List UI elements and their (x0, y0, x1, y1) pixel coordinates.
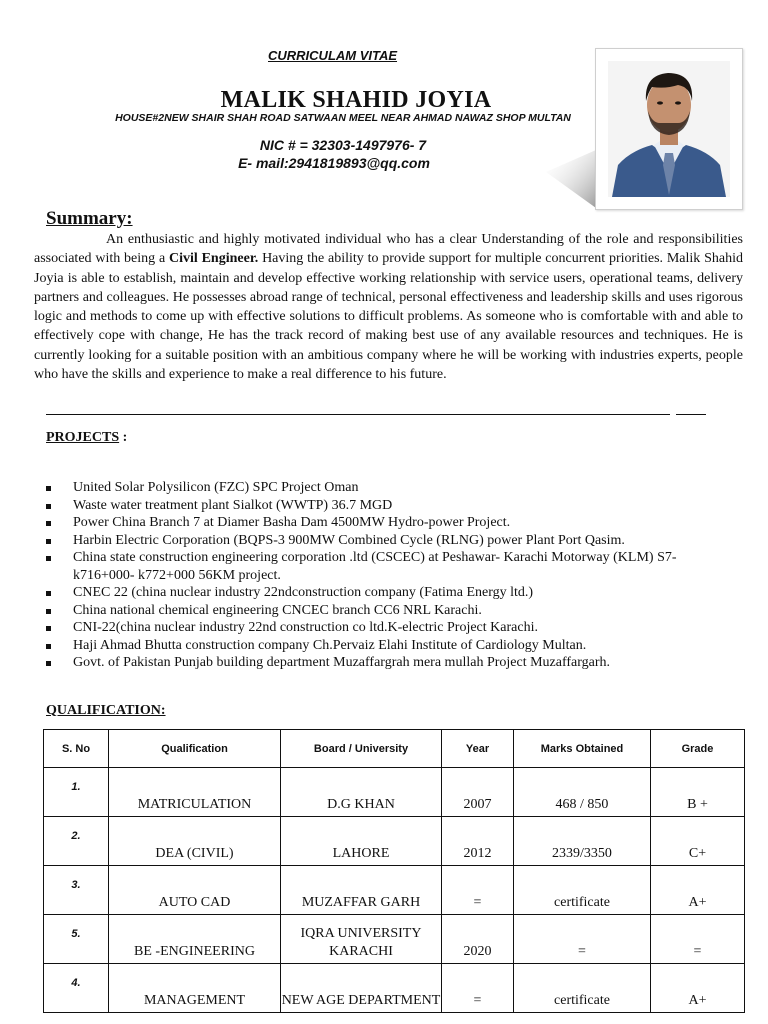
document-title: CURRICULAM VITAE (268, 48, 398, 63)
profile-photo-frame (595, 48, 743, 210)
column-header: Grade (651, 730, 745, 768)
column-header: Qualification (109, 730, 281, 768)
project-item: Govt. of Pakistan Punjab building department Muzaffargrah mera mullah Project Muzaffargarh. (46, 654, 726, 672)
table-cell: 2012 (442, 817, 514, 866)
table-row (44, 915, 745, 964)
table-cell: NEW AGE DEPARTMENT (281, 964, 442, 1013)
profile-photo (608, 61, 730, 197)
project-item: United Solar Polysilicon (FZC) SPC Project Oman (46, 479, 726, 497)
table-cell: B + (651, 768, 745, 817)
summary-heading: Summary: (46, 208, 133, 229)
table-cell: 2339/3350 (514, 817, 651, 866)
project-item: China state construction engineering corporation .ltd (CSCEC) at Peshawar- Karachi Motorway (KLM) S7-k716+000- k772+000 56KM project. (46, 549, 726, 584)
table-cell: = (442, 964, 514, 1013)
project-item: CNI-22(china nuclear industry 22nd construction co ltd.K-electric Project Karachi. (46, 619, 726, 637)
table-cell: 2007 (442, 768, 514, 817)
table-row (44, 768, 745, 817)
projects-heading: PROJECTS : (46, 430, 128, 445)
column-header: S. No (44, 730, 109, 768)
project-item: Waste water treatment plant Sialkot (WWTP) 36.7 MGD (46, 497, 726, 515)
project-item: Harbin Electric Corporation (BQPS-3 900MW Combined Cycle (RLNG) power Plant Port Qasim. (46, 532, 726, 550)
summary-role: Civil Engineer. (169, 251, 259, 267)
table-cell: 3. (44, 866, 109, 915)
summary-text-rest: Having the ability to provide support for multiple concurrent priorities. Malik Shahid Joyia is able to establish, maintain and develop effective working relationship with service users, operational teams, delivery partners and colleagues. He possesses abroad range of technical, personal effectiveness and leadership skills and uses rigorous logic and methods to come up with effective solutions to difficult problems. As someone who is comfortable with and able to effectively cope with change, He has the track record of making best use of any available resources and techniques. He is currently looking for a suitable position with an ambitious company where he will be working with industries experts, people who have the skills and experience to make a real difference to his future. (34, 251, 743, 383)
column-header: Year (442, 730, 514, 768)
project-item: China national chemical engineering CNCEC branch CC6 NRL Karachi. (46, 602, 726, 620)
divider-line-end (676, 414, 706, 415)
photo-shadow (546, 150, 596, 208)
projects-list (46, 479, 726, 672)
table-cell: 2. (44, 817, 109, 866)
table-cell: MUZAFFAR GARH (281, 866, 442, 915)
table-row (44, 817, 745, 866)
table-cell: IQRA UNIVERSITY KARACHI (281, 915, 442, 964)
table-cell: 468 / 850 (514, 768, 651, 817)
project-item: Power China Branch 7 at Diamer Basha Dam 4500MW Hydro-power Project. (46, 514, 726, 532)
candidate-email: E- mail:2941819893@qq.com (238, 155, 430, 171)
table-header-row (44, 730, 745, 768)
column-header: Marks Obtained (514, 730, 651, 768)
summary-text-start: An enthusiastic and highly motivated individual who has a clear Understanding of the role and responsibilities associated with being a (34, 232, 743, 267)
table-cell: 5. (44, 915, 109, 964)
table-cell: MATRICULATION (109, 768, 281, 817)
divider-line (46, 414, 670, 415)
table-cell: 4. (44, 964, 109, 1013)
table-row (44, 964, 745, 1013)
candidate-name: MALIK SHAHID JOYIA (220, 87, 492, 113)
table-cell: 2020 (442, 915, 514, 964)
table-cell: C+ (651, 817, 745, 866)
table-cell: AUTO CAD (109, 866, 281, 915)
summary-paragraph (34, 230, 743, 384)
table-cell: MANAGEMENT (109, 964, 281, 1013)
table-row (44, 866, 745, 915)
candidate-nic: NIC # = 32303-1497976- 7 (259, 137, 427, 153)
project-item: Haji Ahmad Bhutta construction company Ch.Pervaiz Elahi Institute of Cardiology Multan. (46, 637, 726, 655)
table-cell: DEA (CIVIL) (109, 817, 281, 866)
table-cell: D.G KHAN (281, 768, 442, 817)
qualification-heading: QUALIFICATION: (46, 703, 166, 718)
table-cell: = (514, 915, 651, 964)
table-cell: BE -ENGINEERING (109, 915, 281, 964)
table-cell: = (651, 915, 745, 964)
table-cell: certificate (514, 964, 651, 1013)
table-cell: = (442, 866, 514, 915)
column-header: Board / University (281, 730, 442, 768)
table-cell: A+ (651, 866, 745, 915)
project-item: CNEC 22 (china nuclear industry 22ndconstruction company (Fatima Energy ltd.) (46, 584, 726, 602)
table-cell: A+ (651, 964, 745, 1013)
table-cell: certificate (514, 866, 651, 915)
table-cell: 1. (44, 768, 109, 817)
candidate-address: HOUSE#2NEW SHAIR SHAH ROAD SATWAAN MEEL NEAR AHMAD NAWAZ SHOP MULTAN (115, 112, 571, 124)
table-cell: LAHORE (281, 817, 442, 866)
qualification-table (43, 729, 745, 1013)
